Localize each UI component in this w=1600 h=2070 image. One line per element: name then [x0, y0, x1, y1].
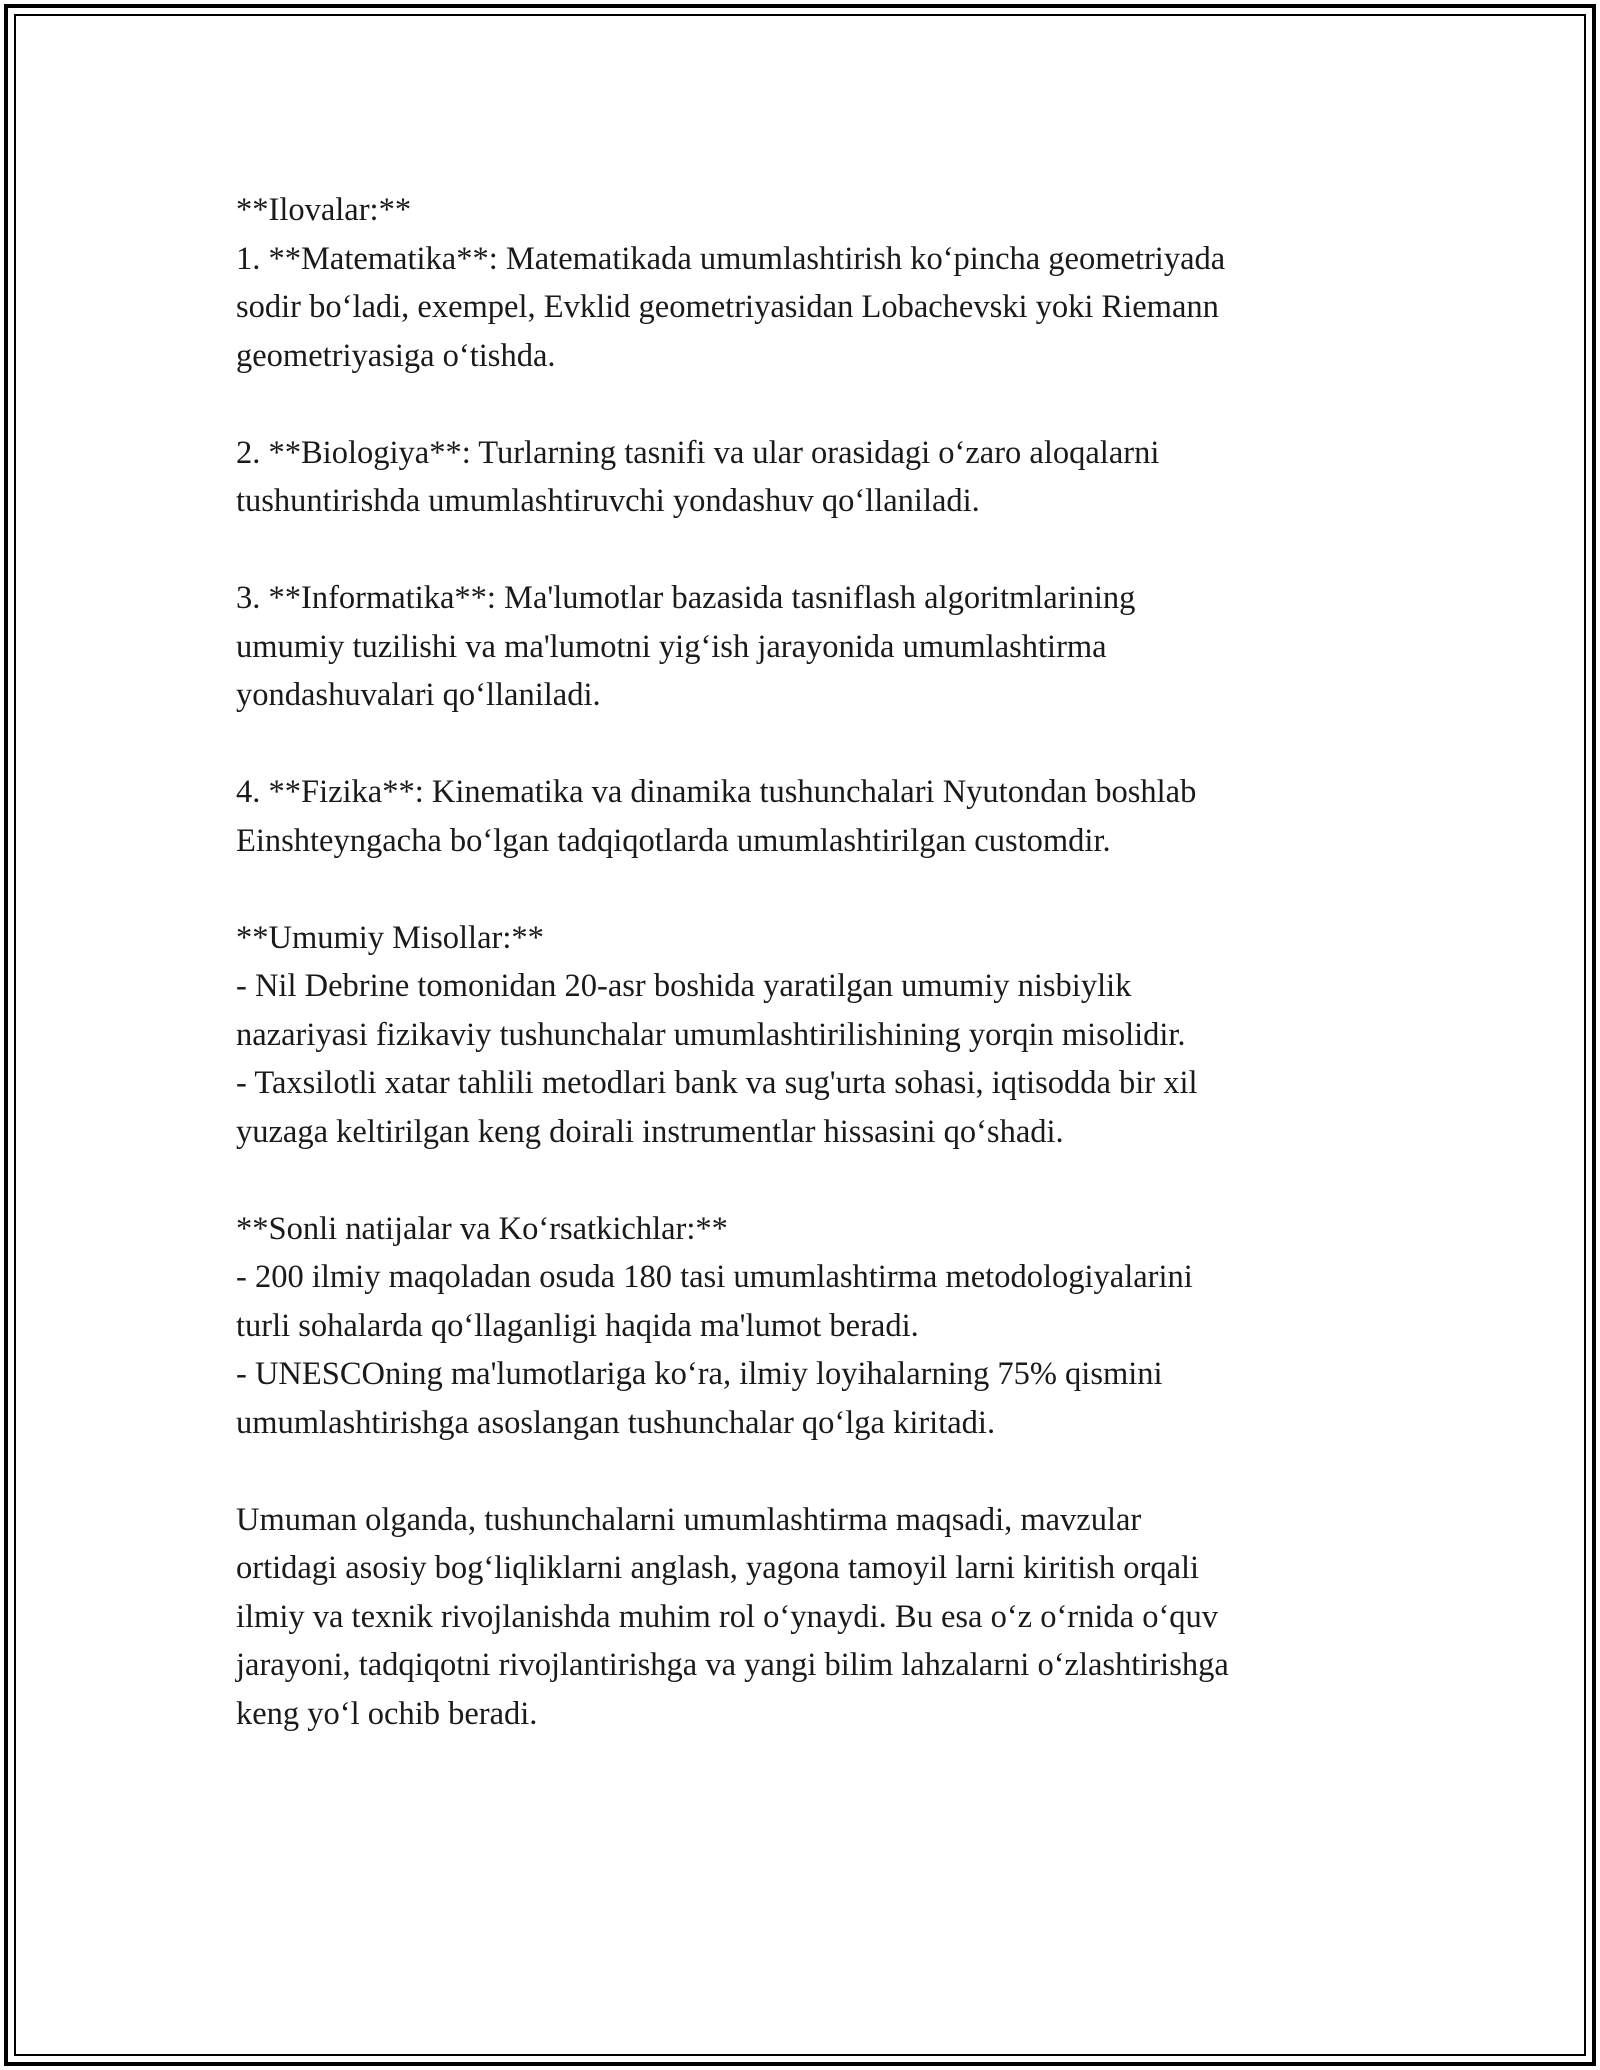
text-line: yondashuvalari qo‘llaniladi. — [236, 677, 601, 713]
text-line: yuzaga keltirilgan keng doirali instrumentlar hissasini qo‘shadi. — [236, 1113, 1064, 1150]
text-line: tushuntirishda umumlashtiruvchi yondashuv qo‘llaniladi. — [236, 483, 980, 519]
text-line: 1. **Matematika**: Matematikada umumlashtirish ko‘pincha geometriyada — [236, 240, 1226, 277]
paragraph-umumiy-misollar — [236, 914, 1376, 1157]
text-line: sodir bo‘ladi, exempel, Evklid geometriyasidan Lobachevski yoki Riemann — [236, 289, 1219, 325]
paragraph-conclusion — [236, 1496, 1376, 1739]
text-line: jarayoni, tadqiqotni rivojlantirishga va yangi bilim lahzalarni o‘zlashtirishga — [236, 1647, 1229, 1683]
paragraph-informatika — [236, 574, 1376, 720]
text-line: 2. **Biologiya**: Turlarning tasnifi va ular orasidagi o‘zaro aloqalarni — [236, 434, 1160, 471]
text-line: umumlashtirishga asoslangan tushunchalar qo‘lga kiritadi. — [236, 1404, 996, 1441]
text-line: ilmiy va texnik rivojlanishda muhim rol o‘ynaydi. Bu esa o‘z o‘rnida o‘quv — [236, 1598, 1219, 1635]
text-line: geometriyasiga o‘tishda. — [236, 337, 556, 374]
text-line: 4. **Fizika**: Kinematika va dinamika tushunchalari Nyutondan boshlab — [236, 774, 1197, 810]
document-body — [236, 186, 1376, 1738]
text-line: turli sohalarda qo‘llaganligi haqida ma'lumot beradi. — [236, 1307, 919, 1344]
text-line: - Nil Debrine tomonidan 20-asr boshida yaratilgan umumiy nisbiylik — [236, 968, 1132, 1004]
text-line: Einshteyngacha bo‘lgan tadqiqotlarda umumlashtirilgan customdir. — [236, 822, 1111, 859]
text-line: - 200 ilmiy maqoladan osuda 180 tasi umumlashtirma metodologiyalarini — [236, 1259, 1193, 1295]
text-line: Umuman olganda, tushunchalarni umumlashtirma maqsadi, mavzular — [236, 1501, 1142, 1538]
text-line: **Sonli natijalar va Ko‘rsatkichlar:** — [236, 1210, 728, 1247]
paragraph-biologiya — [236, 429, 1376, 526]
text-line: **Umumiy Misollar:** — [236, 919, 544, 956]
paragraph-fizika — [236, 768, 1376, 865]
text-line: keng yo‘l ochib beradi. — [236, 1695, 538, 1732]
text-line: umumiy tuzilishi va ma'lumotni yig‘ish jarayonida umumlashtirma — [236, 628, 1107, 665]
text-line: 3. **Informatika**: Ma'lumotlar bazasida tasniflash algoritmlarining — [236, 580, 1136, 616]
text-line: - UNESCOning ma'lumotlariga ko‘ra, ilmiy loyihalarning 75% qismini — [236, 1356, 1163, 1392]
paragraph-ilovalar — [236, 186, 1376, 380]
text-line: **Ilovalar:** — [236, 192, 412, 228]
text-line: ortidagi asosiy bog‘liqliklarni anglash, yagona tamoyil larni kiritish orqali — [236, 1550, 1200, 1586]
text-line: nazariyasi fizikaviy tushunchalar umumlashtirilishining yorqin misolidir. — [236, 1016, 1186, 1053]
paragraph-sonli-natijalar — [236, 1205, 1376, 1448]
text-line: - Taxsilotli xatar tahlili metodlari bank va sug'urta sohasi, iqtisodda bir xil — [236, 1065, 1198, 1101]
